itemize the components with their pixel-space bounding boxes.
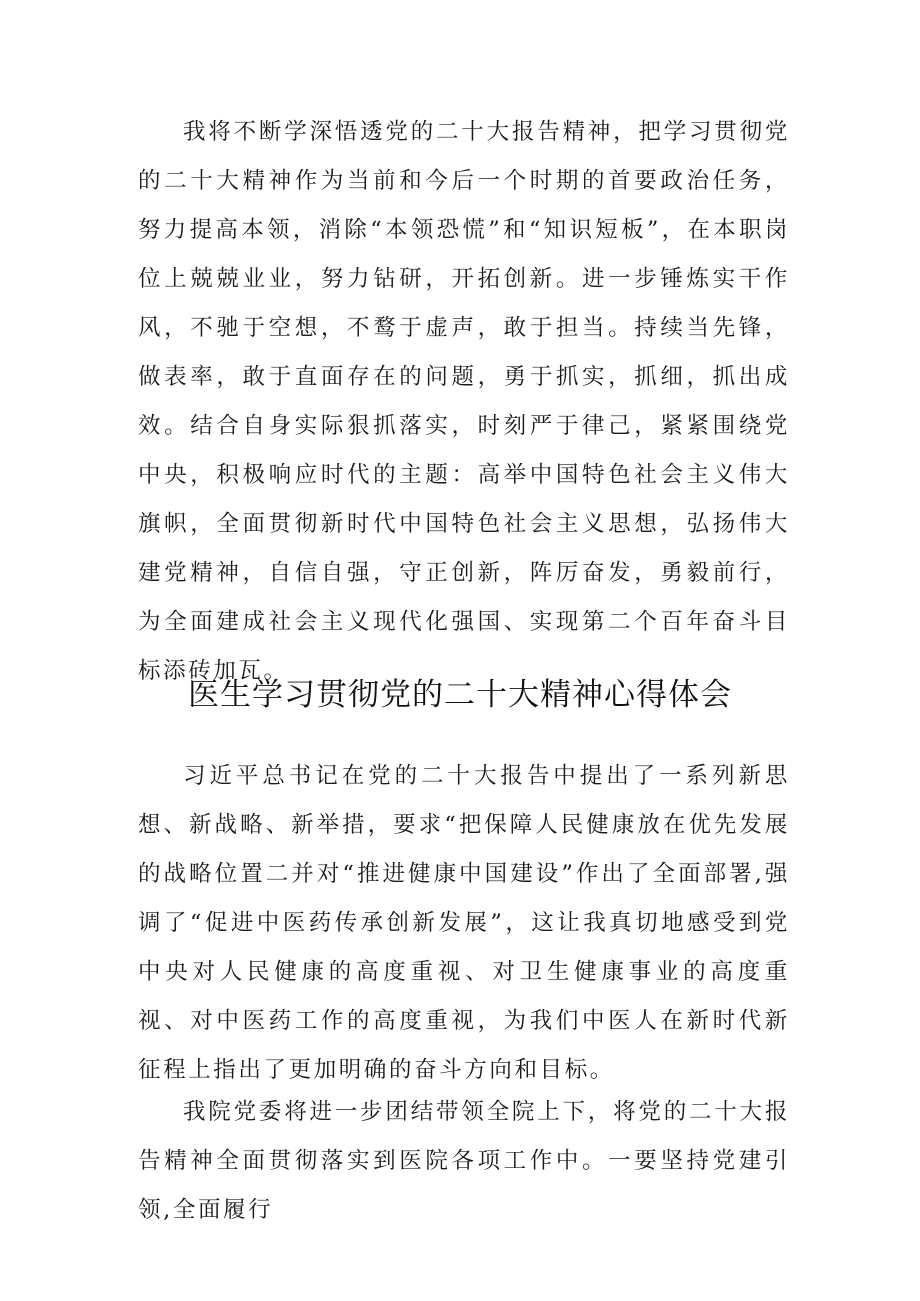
section-title: 医生学习贯彻党的二十大精神心得体会 (188, 677, 732, 713)
body-paragraph: 我院党委将进一步团结带领全院上下，将党的二十大报告精神全面贯彻落实到医院各项工作中。一要坚持党建引领,全面履行 (138, 1099, 790, 1223)
body-paragraph: 习近平总书记在党的二十大报告中提出了一系列新思想、新战略、新举措，要求“把保障人民健康放在优先发展的战略位置二并对“推进健康中国建设”作出了全面部署,强调了“促进中医药传承创新发展”，这让我真切地感受到党中央对人民健康的高度重视、对卫生健康事业的高度重视、对中医药工作的高度重视，为我们中医人在新时代新征程上指出了更加明确的奋斗方向和目标。 (138, 763, 790, 1083)
body-paragraph: 我将不断学深悟透党的二十大报告精神，把学习贯彻党的二十大精神作为当前和今后一个时期的首要政治任务，努力提高本领，消除“本领恐慌”和“知识短板”，在本职岗位上兢兢业业，努力钻研，开拓创新。进一步锤炼实干作风，不驰于空想，不鹜于虚声，敢于担当。持续当先锋，做表率，敢于直面存在的问题，勇于抓实，抓细，抓出成效。结合自身实际狠抓落实，时刻严于律己，紧紧围绕党中央，积极响应时代的主题：高举中国特色社会主义伟大旗帜，全面贯彻新时代中国特色社会主义思想，弘扬伟大建党精神，自信自强，守正创新，阵厉奋发，勇毅前行，为全面建成社会主义现代化强国、实现第二个百年奋斗目标添砖加瓦。 (138, 119, 790, 684)
